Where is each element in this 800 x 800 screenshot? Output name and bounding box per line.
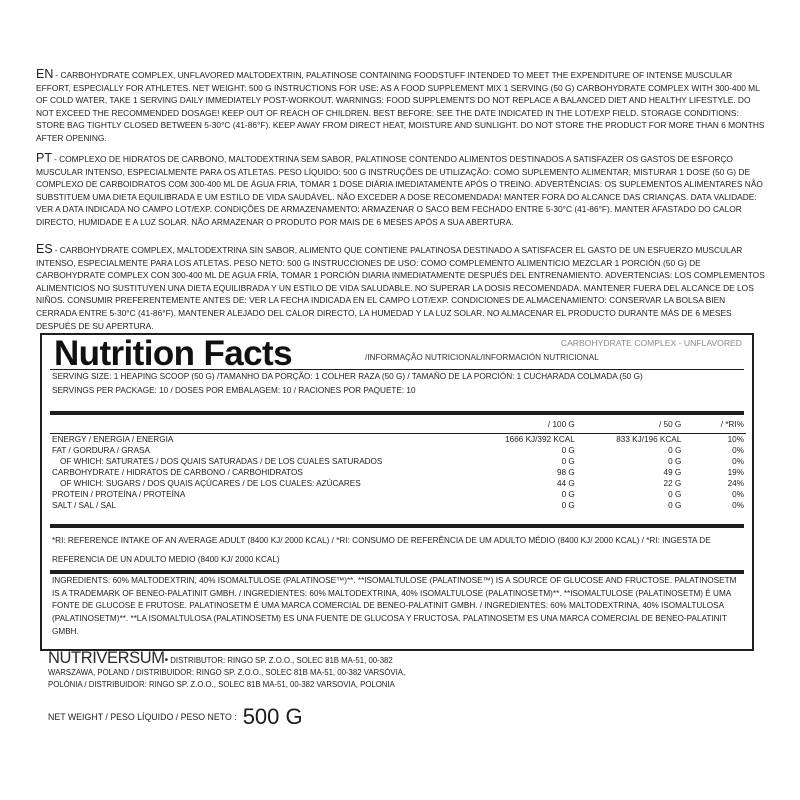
declaration-en xyxy=(36,68,766,145)
table-row xyxy=(50,445,746,456)
value-ri: 19% xyxy=(727,468,744,477)
nutrition-facts-title: Nutrition Facts xyxy=(54,334,292,373)
declaration-es xyxy=(36,243,766,332)
declaration-pt xyxy=(36,152,766,229)
distributor-section xyxy=(48,649,428,692)
value-per-100g: 44 G xyxy=(557,479,575,488)
nutrition-facts-header xyxy=(52,334,744,373)
table-row xyxy=(50,500,746,511)
thick-divider xyxy=(50,524,744,528)
table-row xyxy=(50,489,746,500)
value-per-50g: 22 G xyxy=(663,479,682,488)
nutrient-label: CARBOHYDRATE / HIDRATOS DE CARBONO / CARBOHIDRATOS xyxy=(52,468,303,477)
table-row xyxy=(50,467,746,478)
nutrient-label: ENERGY / ENERGIA / ENERGIA xyxy=(52,435,174,444)
product-name: CARBOHYDRATE COMPLEX - UNFLAVORED xyxy=(560,338,742,348)
serving-size: SERVING SIZE: 1 HEAPING SCOOP (50 G) /TAMANHO DA PORÇÃO: 1 COLHER RAZA (50 G) / TAMAÑO DE LA PORCIÓN: 1 CUCHARADA COLMADA (50 G) xyxy=(52,372,643,381)
distributor-text: DISTRIBUTOR: RINGO SP. Z.O.O., SOLEC 81B MA-51, 00-382 WARSZAWA, POLAND / DISTRIBUIDOR: RINGO SP. Z.O.O., SOLEC 81B MA-51, 00-382 VARSÓVIA, POLÓNIA / DISTRIBUIDOR: RINGO SP. Z.O.O., SOLEC 81B MA-51, 00-382 VARSOVIA, POLONIA xyxy=(48,656,406,690)
header-per-100g: / 100 G xyxy=(448,417,575,434)
value-ri: 0% xyxy=(732,501,744,510)
header-ri-percent: / *RI% xyxy=(681,417,746,434)
nutrient-label: OF WHICH: SATURATES / DOS QUAIS SATURADAS / DE LOS CUALES SATURADOS xyxy=(60,457,383,466)
language-code-pt: PT xyxy=(36,151,52,165)
table-row xyxy=(50,456,746,467)
brand-dot: • xyxy=(164,655,169,666)
value-per-100g: 1666 KJ/392 KCAL xyxy=(505,435,575,444)
thick-divider xyxy=(50,411,744,415)
value-per-50g: 833 KJ/196 KCAL xyxy=(616,435,682,444)
declaration-es-text: - CARBOHYDRATE COMPLEX, MALTODEXTRINA SIN SABOR, ALIMENTO QUE CONTIENE PALATINOSA DESTINADO A SATISFACER EL GASTO DE UN ESFUERZO MUSCULAR INTENSO, ESPECIALMENTE PARA LOS ATLETAS. PESO NETO: 500 G INSTRUCCIONES DE USO: COMO COMPLEMENTO ALIMENTICIO MEZCLAR 1 PORCIÓN (50 G) DE CARBOHYDRATE COMPLEX CON 300-400 ML DE AGUA FRÍA, TOMAR 1 PORCIÓN DIARIA INMEDIATAMENTE DESPUÉS DEL ENTRENAMIENTO. ADVERTENCIAS: LOS COMPLEMENTOS ALIMENTICIOS NO SUSTITUYEN UNA DIETA EQUILIBRADA Y UN ESTILO DE VIDA SALUDABLE. NO SUPERAR LA DOSIS RECOMENDADA. MANTENER FUERA DEL ALCANCE DE LOS NIÑOS. CONSUMIR PREFERENTEMENTE ANTES DE: VER LA FECHA INDICADA EN EL CAMPO LOT/EXP. CONDICIONES DE ALMACENAMIENTO: CONSERVAR LA BOLSA BIEN CERRADA ENTRE 5-30°C (41-86°F). MANTENER ALEJADO DEL CALOR DIRECTO, LA HUMEDAD Y LA LUZ SOLAR. NO ALMACENAR EL PRODUCTO DURANTE MÁS DE 6 MESES DESPUÉS DE SU APERTURA. xyxy=(36,245,765,331)
serving-info xyxy=(52,370,742,397)
nutrition-table xyxy=(50,417,746,511)
value-per-100g: 98 G xyxy=(557,468,575,477)
value-per-50g: 49 G xyxy=(663,468,682,477)
nutrient-label: SALT / SAL / SAL xyxy=(52,501,117,510)
distributor-block xyxy=(48,649,428,692)
net-weight-label: NET WEIGHT / PESO LÍQUIDO / PESO NETO : xyxy=(48,712,237,722)
value-ri: 0% xyxy=(732,490,744,499)
language-code-es: ES xyxy=(36,242,53,256)
nutrition-facts-subtitle: /INFORMAÇÃO NUTRICIONAL/INFORMACIÓN NUTRICIONAL xyxy=(365,353,599,362)
nutrient-label: OF WHICH: SUGARS / DOS QUAIS AÇÚCARES / DE LOS CUALES: AZÚCARES xyxy=(60,479,361,488)
brand-logo: NUTRIVERSUM xyxy=(48,649,165,667)
value-ri: 0% xyxy=(732,446,744,455)
value-per-50g: 0 G xyxy=(668,501,682,510)
nutrient-label: PROTEIN / PROTEÍNA / PROTEÍNA xyxy=(52,490,186,499)
net-weight xyxy=(48,704,303,730)
nutrient-label: FAT / GORDURA / GRASA xyxy=(52,446,150,455)
ingredients-text: INGREDIENTS: 60% MALTODEXTRIN, 40% ISOMALTULOSE (PALATINOSE™)**. **ISOMALTULOSE (PALATINOSE™) IS A SOURCE OF GLUCOSE AND FRUCTOSE. PALATINOSETM IS A TRADEMARK OF BENEO-PALATINIT GMBH. / INGREDIENTES: 60% MALTODEXTRINA, 40% ISOMALTULOSE (PALATINOSETM)**. **ISOMALTULOSE (PALATINOSETM) É UMA FONTE DE GLUCOSE E FRUTOSE. PALATINOSETM É UMA MARCA COMERCIAL DE BENEO-PALATINIT GMBH. / INGREDIENTES: 60% MALTODEXTRINA, 40% ISOMALTULOSA (PALATINOSETM)**. **LA ISOMALTULOSA (PALATINOSETM) ES UNA FUENTE DE GLUCOSA Y FRUCTOSA. PALATINOSETM ES UNA MARCA COMERCIAL DE BENEO-PALATINIT GMBH. xyxy=(52,576,737,636)
value-ri: 10% xyxy=(727,435,744,444)
table-row xyxy=(50,434,746,446)
net-weight-value: 500 G xyxy=(242,704,303,729)
header-per-50g: / 50 G xyxy=(575,417,682,434)
language-code-en: EN xyxy=(36,67,54,81)
value-per-50g: 0 G xyxy=(668,446,682,455)
nutrition-table-header xyxy=(50,417,746,434)
value-per-100g: 0 G xyxy=(561,490,575,499)
declaration-en-text: - CARBOHYDRATE COMPLEX, UNFLAVORED MALTODEXTRIN, PALATINOSE CONTAINING FOODSTUFF INTENDED TO MEET THE EXPENDITURE OF INTENSE MUSCULAR EFFORT, ESPECIALLY FOR ATHLETES. NET WEIGHT: 500 G INSTRUCTIONS FOR USE: AS A FOOD SUPPLEMENT MIX 1 SERVING (50 G) CARBOHYDRATE COMPLEX WITH 300-400 ML OF COLD WATER, TAKE 1 SERVING DAILY IMMEDIATELY POST-WORKOUT. WARNINGS: FOOD SUPPLEMENTS DO NOT REPLACE A BALANCED DIET AND HEALTHY LIFESTYLE. DO NOT EXCEED THE RECOMMENDED DOSAGE! KEEP OUT OF REACH OF CHILDREN. BEST BEFORE: SEE THE DATE INDICATED IN THE LOT/EXP FIELD. STORAGE CONDITIONS: STORE BAG TIGHTLY CLOSED BETWEEN 5-30°C (41-86°F). KEEP AWAY FROM DIRECT HEAT, MOISTURE AND SUNLIGHT. DO NOT STORE THE PRODUCT FOR MORE THAN 6 MONTHS AFTER OPENING. xyxy=(36,70,765,143)
value-per-100g: 0 G xyxy=(561,457,575,466)
servings-per-package: SERVINGS PER PACKAGE: 10 / DOSES POR EMBALAGEM: 10 / RACIONES POR PAQUETE: 10 xyxy=(52,385,416,395)
value-per-100g: 0 G xyxy=(561,446,575,455)
value-ri: 0% xyxy=(732,457,744,466)
thick-divider xyxy=(50,570,744,574)
nutrition-facts-panel xyxy=(40,333,754,651)
value-per-100g: 0 G xyxy=(561,501,575,510)
value-ri: 24% xyxy=(727,479,744,488)
declaration-pt-text: - COMPLEXO DE HIDRATOS DE CARBONO, MALTODEXTRINA SEM SABOR, PALATINOSE CONTENDO ALIMENTOS DESTINADOS A SATISFAZER OS GASTOS DE ESFORÇO MUSCULAR INTENSO, ESPECIALMENTE PARA OS ATLETAS. PESO LÍQUIDO: 500 G INSTRUÇÕES DE UTILIZAÇÃO: COMO SUPLEMENTO ALIMENTAR, MISTURAR 1 DOSE (50 G) DE COMPLEXO DE CARBOIDRATOS COM 300-400 ML DE ÁGUA FRIA, TOMAR 1 DOSE DIÁRIA IMEDIATAMENTE APÓS O TREINO. ADVERTÊNCIAS: OS SUPLEMENTOS ALIMENTARES NÃO SUBSTITUEM UMA DIETA EQUILIBRADA E UM ESTILO DE VIDA SAUDÁVEL. NÃO EXCEDER A DOSE RECOMENDADA! MANTER FORA DO ALCANCE DAS CRIANÇAS. DATA VALIDADE: VER A DATA INDICADA NO CAMPO LOT/EXP. CONDIÇÕES DE ARMAZENAMENTO: ARMAZENAR O SACO BEM FECHADO ENTRE 5-30°C (41-86°F). MANTER AFASTADO DO CALOR DIRECTO, HUMIDADE E A LUZ SOLAR. NÃO ARMAZENAR O PRODUTO POR MAIS DE 6 MESES APÓS A SUA ABERTURA. xyxy=(36,154,763,227)
value-per-50g: 0 G xyxy=(668,457,682,466)
reference-intake-note: *RI: REFERENCE INTAKE OF AN AVERAGE ADULT (8400 KJ/ 2000 KCAL) / *RI: CONSUMO DE REFERÊNCIA DE UM ADULTO MÉDIO (8400 KJ/ 2000 KCAL) / *RI: INGESTA DE REFERENCIA DE UN ADULTO MEDIO (8400 KJ/ 2000 KCAL) xyxy=(52,536,711,564)
header-label xyxy=(50,417,448,434)
value-per-50g: 0 G xyxy=(668,490,682,499)
table-row xyxy=(50,478,746,489)
